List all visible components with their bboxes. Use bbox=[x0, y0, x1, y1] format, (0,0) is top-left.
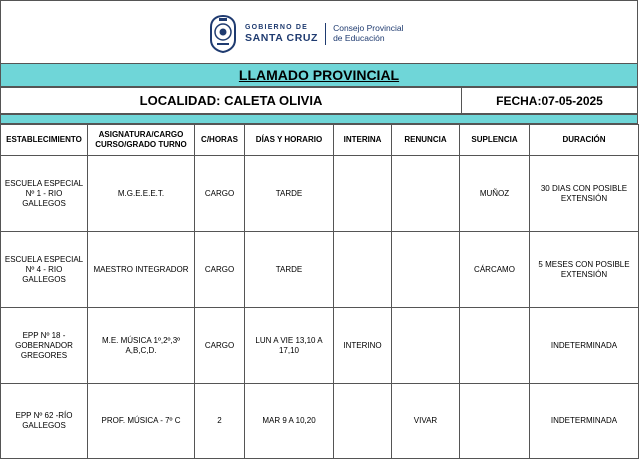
fecha-label: FECHA:07-05-2025 bbox=[496, 93, 603, 108]
column-header: C/HORAS bbox=[195, 125, 245, 156]
logo-big-text: SANTA CRUZ bbox=[245, 32, 319, 45]
column-header: ASIGNATURA/CARGO CURSO/GRADO TURNO bbox=[88, 125, 195, 156]
location-bar bbox=[0, 87, 638, 114]
province-seal-icon bbox=[208, 14, 238, 54]
consejo-text bbox=[333, 24, 403, 44]
table-cell: 2 bbox=[195, 384, 245, 459]
table-cell: MAESTRO INTEGRADOR bbox=[88, 232, 195, 308]
table-cell bbox=[334, 156, 392, 232]
column-header: DURACIÓN bbox=[530, 125, 639, 156]
table-cell bbox=[460, 384, 530, 459]
column-header: SUPLENCIA bbox=[460, 125, 530, 156]
table-row bbox=[1, 156, 639, 232]
table-cell: EPP Nº 18 - GOBERNADOR GREGORES bbox=[1, 308, 88, 384]
table-cell: VIVAR bbox=[392, 384, 460, 459]
table-cell: PROF. MÚSICA - 7º C bbox=[88, 384, 195, 459]
table-cell: TARDE bbox=[245, 232, 334, 308]
column-header: INTERINA bbox=[334, 125, 392, 156]
logo-small-text: GOBIERNO DE bbox=[245, 24, 308, 32]
consejo-line2: de Educación bbox=[333, 33, 385, 43]
table-cell: 5 MESES CON POSIBLE EXTENSIÓN bbox=[530, 232, 639, 308]
table-cell bbox=[392, 232, 460, 308]
table-header-row bbox=[1, 125, 639, 156]
separator-bar bbox=[0, 114, 638, 124]
table-cell: INDETERMINADA bbox=[530, 384, 639, 459]
column-header: RENUNCIA bbox=[392, 125, 460, 156]
table-cell: M.E. MÚSICA 1º,2º,3º A,B,C,D. bbox=[88, 308, 195, 384]
table-cell: CÁRCAMO bbox=[460, 232, 530, 308]
table-cell: LUN A VIE 13,10 A 17,10 bbox=[245, 308, 334, 384]
column-header: ESTABLECIMIENTO bbox=[1, 125, 88, 156]
logo-divider bbox=[325, 23, 326, 45]
table-cell: M.G.E.E.E.T. bbox=[88, 156, 195, 232]
table-cell: TARDE bbox=[245, 156, 334, 232]
table-cell bbox=[392, 308, 460, 384]
table-cell bbox=[392, 156, 460, 232]
localidad-label: LOCALIDAD: CALETA OLIVIA bbox=[1, 88, 462, 113]
title-bar bbox=[0, 63, 638, 87]
table-cell: CARGO bbox=[195, 232, 245, 308]
table-cell bbox=[460, 308, 530, 384]
table-row bbox=[1, 384, 639, 459]
table-cell: CARGO bbox=[195, 308, 245, 384]
table-cell: EPP Nº 62 -RÍO GALLEGOS bbox=[1, 384, 88, 459]
table-cell: INTERINO bbox=[334, 308, 392, 384]
table-cell: 30 DIAS CON POSIBLE EXTENSIÓN bbox=[530, 156, 639, 232]
table-cell bbox=[334, 384, 392, 459]
table-cell: ESCUELA ESPECIAL Nº 1 - RIO GALLEGOS bbox=[1, 156, 88, 232]
table-cell bbox=[334, 232, 392, 308]
header bbox=[0, 0, 638, 63]
table-row bbox=[1, 232, 639, 308]
table-cell: CARGO bbox=[195, 156, 245, 232]
column-header: DÍAS Y HORARIO bbox=[245, 125, 334, 156]
vacancies-table bbox=[0, 124, 639, 459]
government-logo bbox=[208, 14, 403, 54]
table-cell: MUÑOZ bbox=[460, 156, 530, 232]
page-title: LLAMADO PROVINCIAL bbox=[238, 67, 400, 83]
table-cell: ESCUELA ESPECIAL Nº 4 - RIO GALLEGOS bbox=[1, 232, 88, 308]
table-cell: INDETERMINADA bbox=[530, 308, 639, 384]
table-row bbox=[1, 308, 639, 384]
table-cell: MAR 9 A 10,20 bbox=[245, 384, 334, 459]
consejo-line1: Consejo Provincial bbox=[333, 23, 404, 34]
